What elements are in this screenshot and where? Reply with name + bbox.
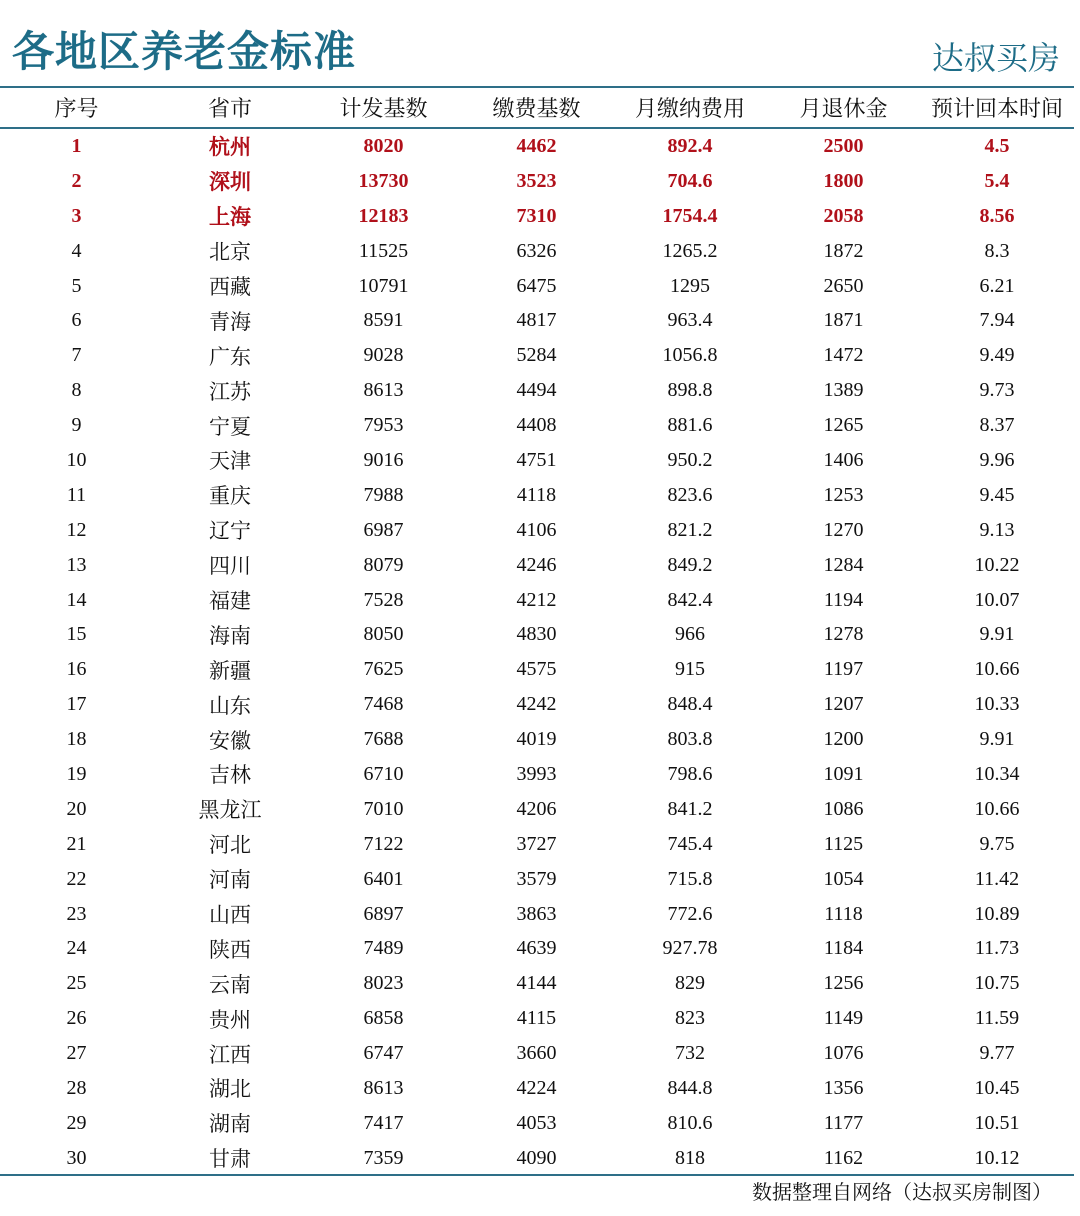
base-pay-value: 7953 [363,414,404,437]
contrib-base-value: 4090 [516,1146,557,1169]
monthly-fee-value: 1754.4 [662,204,718,227]
table-row [0,583,1074,618]
city-name: 北京 [209,240,251,265]
base-pay-value: 6747 [363,1042,404,1065]
payback-value: 9.91 [979,728,1015,751]
row-number: 23 [66,902,87,925]
pension-value: 1118 [824,902,863,925]
city-name: 河北 [209,833,251,858]
pension-value: 1125 [823,832,864,855]
city-name: 海南 [209,623,251,648]
row-number: 6 [71,309,82,332]
payback-value: 9.49 [979,344,1015,367]
contrib-base-value: 4144 [516,972,557,995]
city-name: 辽宁 [209,519,251,544]
monthly-fee-value: 810.6 [667,1111,713,1134]
contrib-base-value: 3993 [516,762,557,785]
payback-value: 10.22 [974,553,1020,576]
base-pay-value: 13730 [358,169,409,192]
monthly-fee-value: 829 [675,972,705,995]
column-header-base-pay: 计发基数 [339,96,428,122]
payback-value: 10.66 [974,658,1020,681]
contrib-base-value: 4224 [516,1076,557,1099]
pension-value: 1200 [823,728,864,751]
row-number: 27 [66,1042,87,1065]
monthly-fee-value: 772.6 [667,902,713,925]
city-name: 河南 [209,868,251,893]
city-name: 山东 [209,693,251,718]
pension-value: 1086 [823,797,864,820]
monthly-fee-value: 966 [675,623,705,646]
pension-value: 1284 [823,553,864,576]
payback-value: 5.4 [984,169,1010,192]
pension-value: 1472 [823,344,864,367]
payback-value: 11.59 [974,1007,1020,1030]
payback-value: 9.73 [979,379,1015,402]
pension-value: 1177 [823,1111,864,1134]
row-number: 25 [66,972,87,995]
pension-value: 1091 [823,762,864,785]
base-pay-value: 7489 [363,937,404,960]
column-header-pension: 月退休金 [799,96,888,122]
row-number: 2 [71,169,82,192]
city-name: 四川 [209,554,251,579]
base-pay-value: 9016 [363,448,404,471]
table-row [0,234,1074,269]
row-number: 21 [66,832,87,855]
payback-value: 8.3 [984,239,1010,262]
monthly-fee-value: 704.6 [667,169,713,192]
table-row [0,757,1074,792]
contrib-base-value: 4106 [516,518,557,541]
table-header-row [0,88,1074,126]
contrib-base-value: 4115 [516,1007,557,1030]
city-name: 西藏 [209,275,251,299]
base-pay-value: 7468 [363,693,404,716]
payback-value: 8.56 [979,204,1015,227]
pension-value: 1278 [823,623,864,646]
monthly-fee-value: 844.8 [667,1076,713,1099]
table-row [0,338,1074,373]
monthly-fee-value: 823 [675,1007,705,1030]
city-name: 广东 [209,344,251,369]
base-pay-value: 8079 [363,553,404,576]
contrib-base-value: 6475 [516,274,557,297]
row-number: 18 [66,728,87,751]
monthly-fee-value: 1295 [670,274,710,297]
pension-value: 1270 [823,518,864,541]
pension-value: 1800 [823,169,864,192]
monthly-fee-value: 1056.8 [662,344,718,367]
row-number: 5 [71,274,82,297]
payback-value: 8.37 [979,414,1015,437]
monthly-fee-value: 849.2 [667,553,713,576]
monthly-fee-value: 892.4 [667,134,713,157]
pension-value: 1076 [823,1042,864,1065]
payback-value: 9.75 [979,832,1015,855]
column-header-monthly-fee: 月缴纳费用 [634,96,745,122]
contrib-base-value: 3523 [516,169,557,192]
monthly-fee-value: 950.2 [667,448,713,471]
payback-value: 9.77 [979,1042,1015,1065]
row-number: 1 [71,134,82,157]
payback-value: 10.75 [974,972,1020,995]
pension-value: 1871 [823,309,864,332]
row-number: 10 [66,448,87,471]
monthly-fee-value: 798.6 [667,762,713,785]
contrib-base-value: 6326 [516,239,557,262]
table-row [0,862,1074,897]
city-name: 杭州 [209,135,251,160]
base-pay-value: 8023 [363,972,404,995]
row-number: 28 [66,1076,87,1099]
city-name: 安徽 [209,728,251,753]
base-pay-value: 12183 [358,204,409,227]
table-row [0,897,1074,932]
column-header-payback: 预计回本时间 [930,96,1063,122]
contrib-base-value: 4639 [516,937,557,960]
column-header-no: 序号 [54,96,99,122]
monthly-fee-value: 803.8 [667,728,713,751]
table-row [0,966,1074,1001]
city-name: 湖南 [209,1112,251,1137]
pension-value: 1054 [823,867,864,890]
table-row [0,1141,1074,1176]
city-name: 贵州 [209,1007,251,1032]
pension-value: 1406 [823,448,864,471]
pension-value: 1872 [823,239,864,262]
contrib-base-value: 3727 [516,832,557,855]
base-pay-value: 6858 [363,1007,404,1030]
base-pay-value: 7528 [363,588,404,611]
payback-value: 9.96 [979,448,1015,471]
table-row [0,199,1074,234]
row-number: 8 [71,379,82,402]
row-number: 11 [66,483,87,506]
monthly-fee-value: 821.2 [667,518,713,541]
table-row [0,478,1074,513]
payback-value: 6.21 [979,274,1015,297]
row-number: 30 [66,1146,87,1169]
base-pay-value: 11525 [358,239,409,262]
city-name: 江西 [209,1042,251,1067]
monthly-fee-value: 1265.2 [662,239,718,262]
payback-value: 10.66 [974,797,1020,820]
base-pay-value: 8613 [363,1076,404,1099]
table-row [0,303,1074,338]
monthly-fee-value: 841.2 [667,797,713,820]
contrib-base-value: 4118 [516,483,557,506]
contrib-base-value: 4817 [516,309,557,332]
city-name: 黑龙江 [198,798,262,823]
row-number: 24 [66,937,87,960]
row-number: 19 [66,762,87,785]
pension-value: 1184 [823,937,864,960]
page-title: 各地区养老金标准 [12,27,357,76]
row-number: 7 [71,344,82,367]
pension-table [0,88,1074,1176]
monthly-fee-value: 823.6 [667,483,713,506]
city-name: 吉林 [209,763,251,788]
row-number: 22 [66,867,87,890]
pension-value: 1253 [823,483,864,506]
city-name: 深圳 [209,170,251,195]
base-pay-value: 8613 [363,379,404,402]
payback-value: 9.13 [979,518,1015,541]
row-number: 17 [66,693,87,716]
row-number: 13 [66,553,87,576]
pension-value: 2058 [823,204,864,227]
base-pay-value: 7625 [363,658,404,681]
payback-value: 9.45 [979,483,1015,506]
table-row [0,513,1074,548]
row-number: 29 [66,1111,87,1134]
base-pay-value: 7122 [363,832,404,855]
base-pay-value: 6710 [363,762,404,785]
table-row [0,164,1074,199]
pension-value: 1389 [823,379,864,402]
table-row [0,1071,1074,1106]
row-number: 16 [66,658,87,681]
table-row [0,827,1074,862]
payback-value: 10.89 [974,902,1020,925]
row-number: 15 [66,623,87,646]
pension-value: 1194 [823,588,864,611]
payback-value: 4.5 [984,134,1010,157]
city-name: 青海 [209,309,251,334]
base-pay-value: 10791 [358,274,409,297]
contrib-base-value: 4494 [516,379,557,402]
city-name: 湖北 [209,1077,251,1102]
payback-value: 10.07 [974,588,1020,611]
monthly-fee-value: 915 [675,658,705,681]
base-pay-value: 8020 [363,134,404,157]
contrib-base-value: 4242 [516,693,557,716]
table-row [0,931,1074,966]
table-row [0,1106,1074,1141]
city-name: 江苏 [209,379,251,404]
pension-value: 1149 [823,1007,864,1030]
table-row [0,443,1074,478]
pension-value: 2500 [823,134,864,157]
monthly-fee-value: 927.78 [662,937,718,960]
payback-value: 10.33 [974,693,1020,716]
table-row [0,269,1074,304]
table-row [0,129,1074,164]
city-name: 陕西 [209,937,251,962]
base-pay-value: 8591 [363,309,404,332]
payback-value: 10.45 [974,1076,1020,1099]
table-row [0,1001,1074,1036]
column-header-city: 省市 [207,96,252,122]
table-row [0,1036,1074,1071]
table-row [0,687,1074,722]
monthly-fee-value: 898.8 [667,379,713,402]
contrib-base-value: 7310 [516,204,557,227]
contrib-base-value: 4830 [516,623,557,646]
payback-value: 10.34 [974,762,1020,785]
base-pay-value: 7010 [363,797,404,820]
row-number: 12 [66,518,87,541]
monthly-fee-value: 732 [675,1042,705,1065]
contrib-base-value: 4462 [516,134,557,157]
row-number: 9 [71,414,82,437]
contrib-base-value: 4408 [516,414,557,437]
payback-value: 11.42 [974,867,1020,890]
contrib-base-value: 3863 [516,902,557,925]
pension-value: 1162 [823,1146,864,1169]
row-number: 20 [66,797,87,820]
contrib-base-value: 4206 [516,797,557,820]
row-number: 3 [71,204,82,227]
base-pay-value: 9028 [363,344,404,367]
base-pay-value: 6987 [363,518,404,541]
city-name: 云南 [209,972,251,997]
contrib-base-value: 3579 [516,867,557,890]
pension-value: 2650 [823,274,864,297]
contrib-base-value: 5284 [516,344,557,367]
contrib-base-value: 4019 [516,728,557,751]
source-note: 数据整理自网络（达叔买房制图） [752,1180,1052,1204]
monthly-fee-value: 715.8 [667,867,713,890]
payback-value: 11.73 [974,937,1020,960]
city-name: 宁夏 [209,414,251,439]
payback-value: 10.12 [974,1146,1020,1169]
pension-value: 1256 [823,972,864,995]
city-name: 天津 [209,449,251,474]
payback-value: 9.91 [979,623,1015,646]
table-row [0,548,1074,583]
base-pay-value: 6401 [363,867,404,890]
brand-label: 达叔买房 [931,39,1060,77]
row-number: 4 [71,239,82,262]
pension-value: 1207 [823,693,864,716]
payback-value: 7.94 [979,309,1015,332]
row-number: 14 [66,588,87,611]
contrib-base-value: 4246 [516,553,557,576]
base-pay-value: 7988 [363,483,404,506]
city-name: 重庆 [209,484,251,509]
contrib-base-value: 3660 [516,1042,557,1065]
base-pay-value: 7688 [363,728,404,751]
table-row [0,617,1074,652]
row-number: 26 [66,1007,87,1030]
monthly-fee-value: 963.4 [667,309,713,332]
base-pay-value: 7359 [363,1146,404,1169]
pension-value: 1197 [823,658,864,681]
table-row [0,408,1074,443]
payback-value: 10.51 [974,1111,1020,1134]
city-name: 新疆 [209,658,251,683]
table-row [0,792,1074,827]
monthly-fee-value: 842.4 [667,588,713,611]
column-header-contrib-base: 缴费基数 [492,96,581,122]
contrib-base-value: 4575 [516,658,557,681]
contrib-base-value: 4212 [516,588,557,611]
base-pay-value: 7417 [363,1111,404,1134]
table-row [0,373,1074,408]
city-name: 山西 [209,903,251,928]
city-name: 甘肃 [209,1147,251,1172]
table-row [0,652,1074,687]
city-name: 上海 [209,205,251,230]
city-name: 福建 [209,589,251,614]
monthly-fee-value: 745.4 [667,832,713,855]
contrib-base-value: 4053 [516,1111,557,1134]
base-pay-value: 6897 [363,902,404,925]
monthly-fee-value: 848.4 [667,693,713,716]
base-pay-value: 8050 [363,623,404,646]
monthly-fee-value: 818 [675,1146,705,1169]
contrib-base-value: 4751 [516,448,557,471]
monthly-fee-value: 881.6 [667,414,713,437]
table-row [0,722,1074,757]
pension-value: 1356 [823,1076,864,1099]
pension-value: 1265 [823,414,864,437]
